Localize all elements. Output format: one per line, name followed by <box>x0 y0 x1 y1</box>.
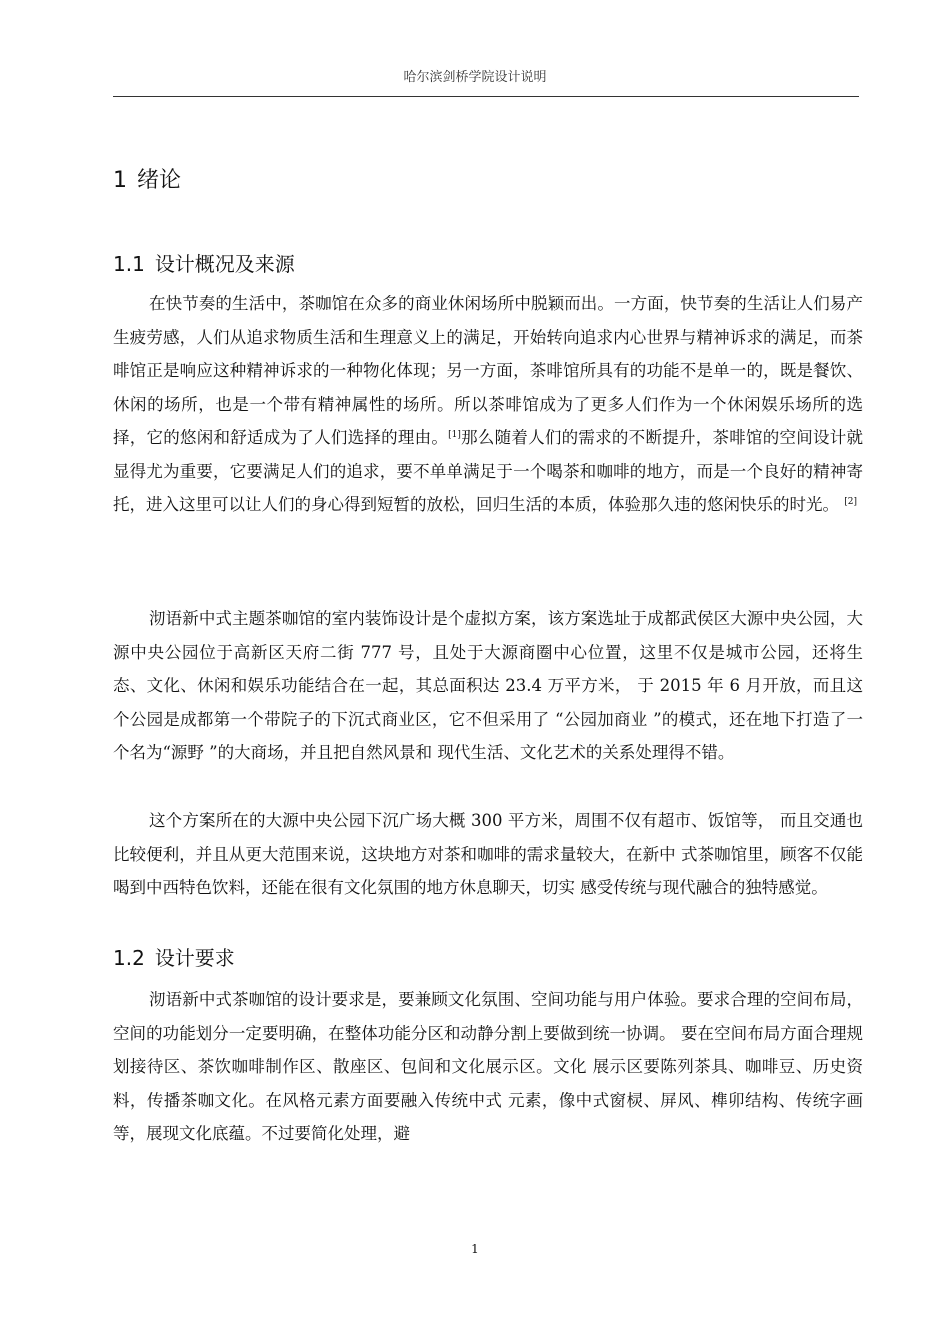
chapter-title: 绪论 <box>137 168 182 193</box>
section-number: 1.1 <box>113 252 145 276</box>
paragraph-site: 沏语新中式主题茶咖馆的室内装饰设计是个虚拟方案，该方案选址于成都武侯区大源中央公园，大源中央公园位于高新区天府二街 777 号，且处于大源商圈中心位置，这里不仅是城市公园，还将生态、文化、休闲和娱乐功能结合在一起，其总面积达 23.4 万平方米， 于 2015 年 6 月开放，而且这个公园是成都第一个带院子的下沉式商业区，它不但采用了 “公园加商业 ”的模式，还在地下打造了一个名为“源野 ”的大商场，并且把自然风景和 现代生活、文化艺术的关系处理得不错。 <box>113 609 863 762</box>
paragraph-location: 这个方案所在的大源中央公园下沉广场大概 300 平方米，周围不仅有超市、饭馆等， 而且交通也比较便利，并且从更大范围来说，这块地方对茶和咖啡的需求量较大，在新中 式茶咖馆里，顾客不仅能喝到中西特色饮料，还能在很有文化氛围的地方休息聊天，切实 感受传统与现代融合的独特感觉。 <box>113 811 863 897</box>
section-heading-1-1 <box>113 248 295 277</box>
paragraph-text: 那么随着人们的需求的不断提升，茶啡馆的空间设计就显得尤为重要，它要满足人们的追求，要不单单满足于一个喝茶和咖啡的地方，而是一个良好的精神寄托，进入这里可以让人们的身心得到短暂的放松，回归生活的本质，体验那久违的悠闲快乐的时光。 <box>113 428 864 514</box>
running-header: 哈尔滨剑桥学院设计说明 <box>403 70 547 85</box>
chapter-number: 1 <box>113 168 127 193</box>
paragraph-requirements: 沏语新中式茶咖馆的设计要求是，要兼顾文化氛围、空间功能与用户体验。要求合理的空间布局，空间的功能划分一定要明确，在整体功能分区和动静分割上要做到统一协调。 要在空间布局方面合理规划接待区、茶饮咖啡制作区、散座区、包间和文化展示区。文化 展示区要陈列茶具、咖啡豆、历史资料，传播茶咖文化。在风格元素方面要融入传统中式 元素，像中式窗棂、屏风、榫卯结构、传统字画等，展现文化底蕴。不过要简化处理，避 <box>113 990 863 1143</box>
header-divider <box>113 96 859 97</box>
citation-ref: [1] <box>448 430 461 440</box>
section-number: 1.2 <box>113 946 145 970</box>
chapter-heading <box>113 163 181 194</box>
section-title: 设计要求 <box>154 946 235 970</box>
section-title: 设计概况及来源 <box>154 252 295 276</box>
paragraph-text: 在快节奏的生活中，茶咖馆在众多的商业休闲场所中脱颖而出。一方面，快节奏的生活让人们易产生疲劳感，人们从追求物质生活和生理意义上的满足，开始转向追求内心世界与精神诉求的满足，而茶啡馆正是响应这种精神诉求的一种物化体现；另一方面，茶啡馆所具有的功能不是单一的，既是餐饮、休闲的场所，也是一个带有精神属性的场所。所以茶啡馆成为了更多人们作为一个休闲娱乐场所的选择，它的悠闲和舒适成为了人们选择的理由。 <box>113 294 863 447</box>
paragraph-overview <box>113 287 863 522</box>
section-heading-1-2 <box>113 942 235 971</box>
citation-ref: [2] <box>844 497 857 507</box>
page-number: 1 <box>471 1242 479 1256</box>
